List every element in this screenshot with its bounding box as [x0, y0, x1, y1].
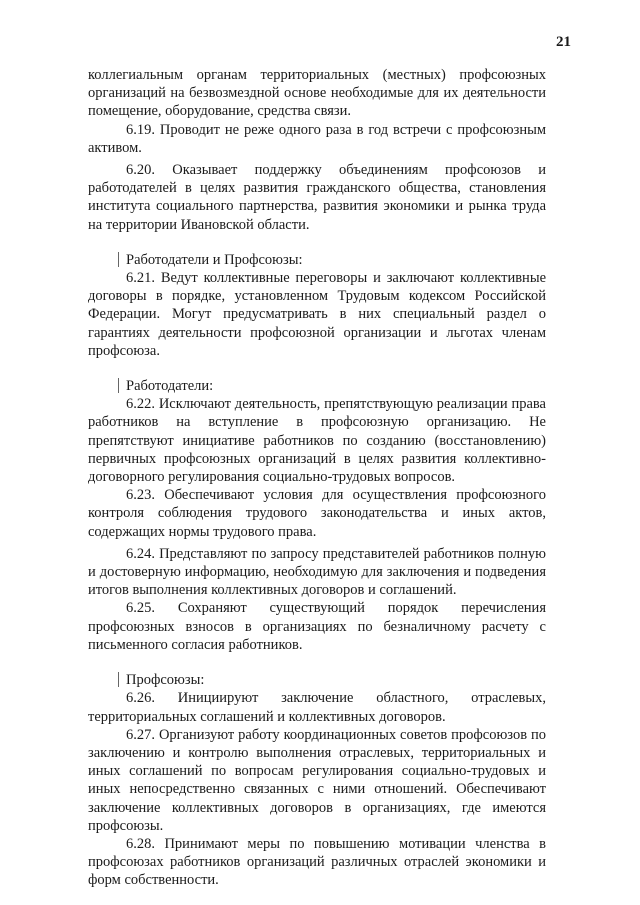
- heading-unions: Профсоюзы:: [126, 671, 546, 689]
- clause-6-23: 6.23. Обеспечивают условия для осуществления профсоюзного контроля соблюдения трудового законодательства и иных актов, содержащих нормы трудового права.: [88, 487, 546, 540]
- margin-mark: [118, 378, 119, 393]
- heading-employers: Работодатели:: [126, 377, 546, 395]
- margin-mark: [118, 672, 119, 687]
- clause-6-28: 6.28. Принимают меры по повышению мотивации членства в профсоюзах работников организаций различных отраслей экономики и форм собственности.: [88, 835, 546, 889]
- clause-6-27: 6.27. Организуют работу координационных советов профсоюзов по заключению и контролю выполнения отраслевых, территориальных и иных соглашений по вопросам регулирования социально-трудовых и иных непосредственно связанных с ними отношений. Обеспечивают заключение коллективных договоров в организациях, где имеются профсоюзы.: [88, 726, 546, 834]
- document-body: [88, 66, 546, 890]
- clause-6-19: 6.19. Проводит не реже одного раза в год встречи с профсоюзным активом.: [88, 121, 546, 156]
- clause-6-20: 6.20. Оказывает поддержку объединениям профсоюзов и работодателей в целях развития гражданского общества, становления института социального партнерства, развития экономики и рынка труда на территории Ивановской области.: [88, 162, 546, 233]
- clause-6-26: 6.26. Инициируют заключение областного, отраслевых, территориальных соглашений и коллективных договоров.: [88, 690, 546, 725]
- clause-6-24: 6.24. Представляют по запросу представителей работников полную и достоверную информацию, необходимую для заключения и подведения итогов выполнения коллективных договоров и соглашений.: [88, 545, 546, 599]
- clause-6-22: 6.22. Исключают деятельность, препятствующую реализации права работников на вступление в профсоюзную организацию. Не препятствуют инициативе работников по созданию (восстановлению) первичных профсоюзных организаций в целях развития коллективно-договорного регулирования социально-трудовых вопросов.: [88, 396, 546, 486]
- paragraph-continuation: коллегиальным органам территориальных (местных) профсоюзных организаций на безвозмездной основе необходимые для их деятельности помещение, оборудование, средства связи.: [88, 67, 546, 120]
- clause-6-25: 6.25. Сохраняют существующий порядок перечисления профсоюзных взносов в организациях по безналичному расчету с письменного согласия работников.: [88, 600, 546, 653]
- clause-6-21: 6.21. Ведут коллективные переговоры и заключают коллективные договоры в порядке, установленном Трудовым кодексом Российской Федерации. Могут предусматривать в них специальный раздел о гарантиях деятельности профсоюзной организации и льготах членам профсоюза.: [88, 270, 546, 359]
- heading-employers-and-unions: Работодатели и Профсоюзы:: [126, 251, 546, 269]
- page-number: 21: [556, 34, 571, 50]
- margin-mark: [118, 252, 119, 267]
